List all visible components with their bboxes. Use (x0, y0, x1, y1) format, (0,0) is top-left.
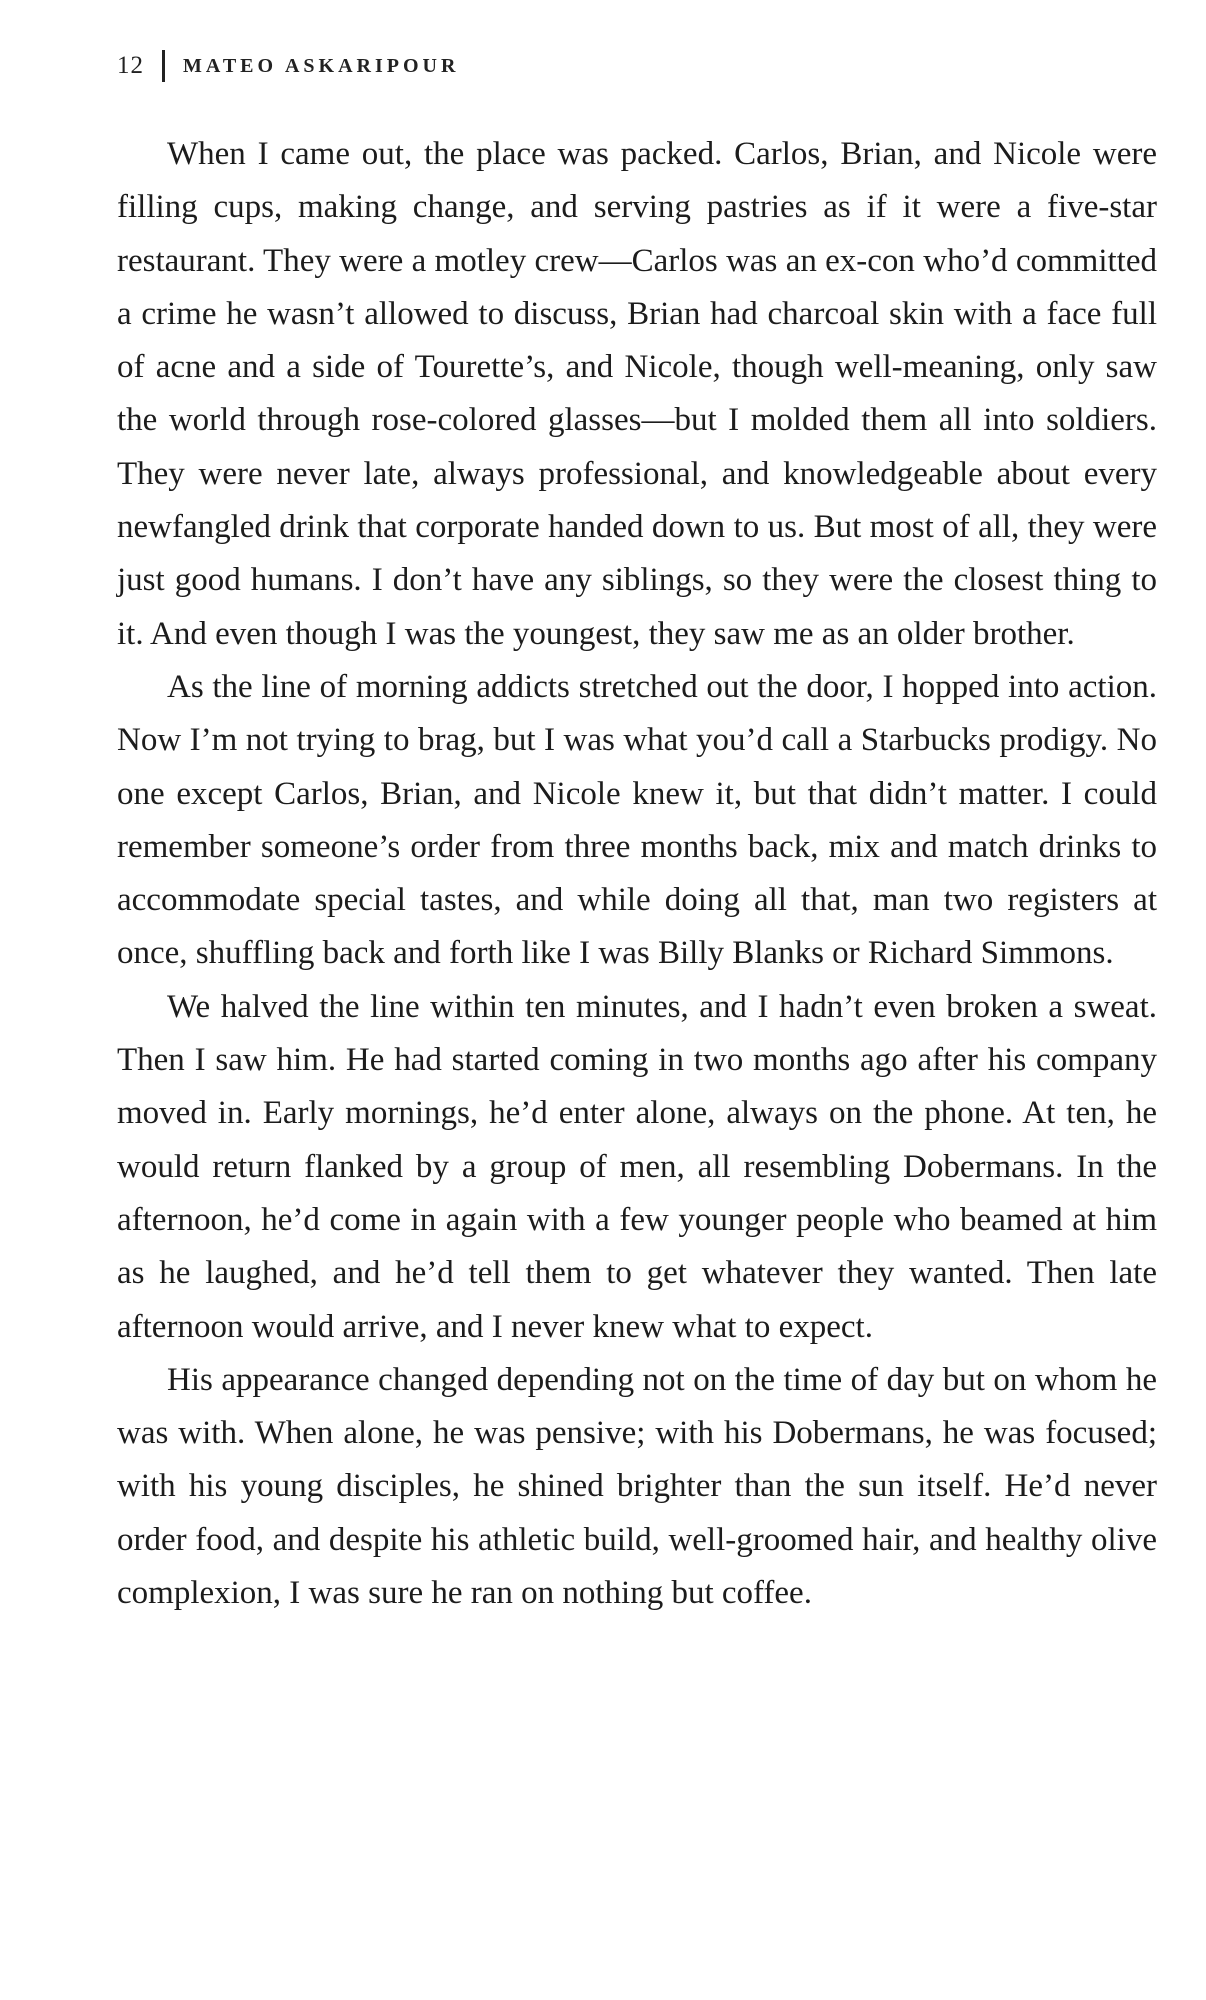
running-head (117, 46, 459, 86)
paragraph-2: As the line of morning addicts stretched out the door, I hopped into action. Now I’m not trying to brag, but I was what you’d call a Starbucks prodigy. No one except Carlos, Brian, and Nicole knew it, but that didn’t matter. I could remember someone’s order from three months back, mix and match drinks to accommodate special tastes, and while doing all that, man two registers at once, shuffling back and forth like I was Billy Blanks or Richard Simmons. (117, 668, 1157, 972)
header-divider (162, 50, 165, 82)
author-name: MATEO ASKARIPOUR (183, 54, 460, 77)
body-text (117, 128, 1157, 1620)
paragraph-1: When I came out, the place was packed. Carlos, Brian, and Nicole were filling cups, making change, and serving pastries as if it were a five-star restaurant. They were a motley crew—Carlos was an ex-con who’d committed a crime he wasn’t allowed to discuss, Brian had charcoal skin with a face full of acne and a side of Tourette’s, and Nicole, though well-meaning, only saw the world through rose-colored glasses—but I molded them all into soldiers. They were never late, always professional, and knowledgeable about every newfangled drink that corporate handed down to us. But most of all, they were just good humans. I don’t have any siblings, so they were the closest thing to it. And even though I was the youngest, they saw me as an older brother. (117, 136, 1157, 652)
paragraph-3: We halved the line within ten minutes, and I hadn’t even broken a sweat. Then I saw him. He had started coming in two months ago after his company moved in. Early mornings, he’d enter alone, always on the phone. At ten, he would return flanked by a group of men, all resembling Dobermans. In the afternoon, he’d come in again with a few younger people who beamed at him as he laughed, and he’d tell them to get whatever they wanted. Then late afternoon would arrive, and I never knew what to expect. (117, 988, 1157, 1345)
page-number: 12 (117, 52, 144, 79)
paragraph-4: His appearance changed depending not on the time of day but on whom he was with. When alone, he was pensive; with his Dobermans, he was focused; with his young disciples, he shined brighter than the sun itself. He’d never order food, and despite his athletic build, well-groomed hair, and healthy olive complexion, I was sure he ran on nothing but coffee. (117, 1361, 1157, 1612)
